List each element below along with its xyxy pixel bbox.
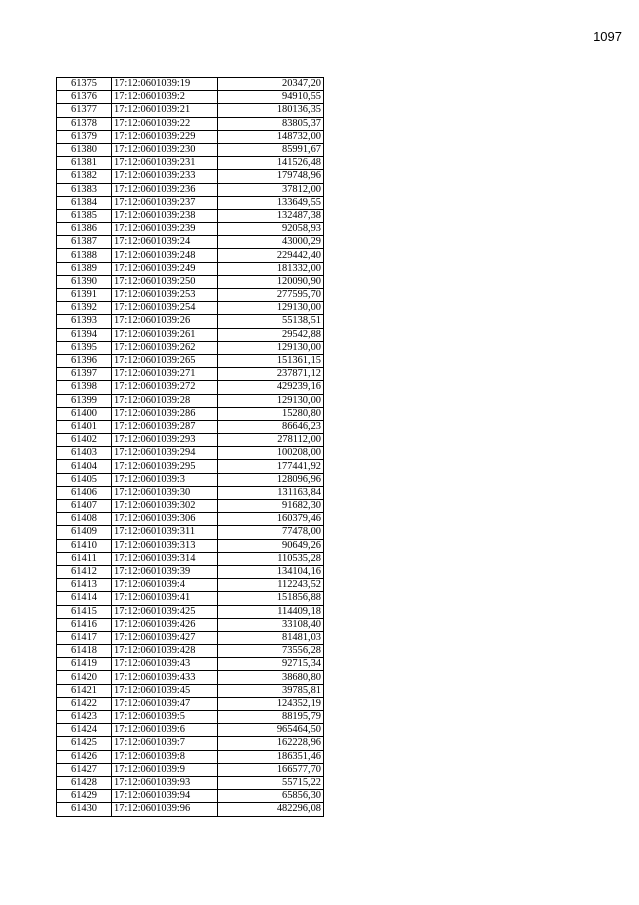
value-cell: 229442,40: [218, 249, 324, 262]
table-row: [57, 143, 324, 156]
cadastral-number-cell: 17:12:0601039:239: [112, 223, 218, 236]
row-number-cell: 61422: [57, 697, 112, 710]
value-cell: 151856,88: [218, 592, 324, 605]
value-cell: 166577,70: [218, 763, 324, 776]
table-row: [57, 407, 324, 420]
cadastral-number-cell: 17:12:0601039:41: [112, 592, 218, 605]
table-row: [57, 196, 324, 209]
value-cell: 148732,00: [218, 130, 324, 143]
table-row: [57, 711, 324, 724]
value-cell: 15280,80: [218, 407, 324, 420]
table-row: [57, 368, 324, 381]
row-number-cell: 61403: [57, 447, 112, 460]
row-number-cell: 61427: [57, 763, 112, 776]
cadastral-number-cell: 17:12:0601039:21: [112, 104, 218, 117]
cadastral-number-cell: 17:12:0601039:254: [112, 302, 218, 315]
cadastral-number-cell: 17:12:0601039:4: [112, 579, 218, 592]
row-number-cell: 61406: [57, 486, 112, 499]
row-number-cell: 61385: [57, 209, 112, 222]
table-row: [57, 513, 324, 526]
value-cell: 124352,19: [218, 697, 324, 710]
value-cell: 100208,00: [218, 447, 324, 460]
row-number-cell: 61376: [57, 91, 112, 104]
table-row: [57, 671, 324, 684]
row-number-cell: 61408: [57, 513, 112, 526]
row-number-cell: 61387: [57, 236, 112, 249]
registry-table: [56, 77, 324, 817]
table-row: [57, 579, 324, 592]
cadastral-number-cell: 17:12:0601039:311: [112, 526, 218, 539]
value-cell: 86646,23: [218, 420, 324, 433]
cadastral-number-cell: 17:12:0601039:426: [112, 618, 218, 631]
page-number: 1097: [593, 29, 622, 44]
value-cell: 20347,20: [218, 78, 324, 91]
table-row: [57, 434, 324, 447]
value-cell: 37812,00: [218, 183, 324, 196]
cadastral-number-cell: 17:12:0601039:47: [112, 697, 218, 710]
row-number-cell: 61415: [57, 605, 112, 618]
row-number-cell: 61417: [57, 631, 112, 644]
cadastral-number-cell: 17:12:0601039:229: [112, 130, 218, 143]
row-number-cell: 61426: [57, 750, 112, 763]
row-number-cell: 61411: [57, 552, 112, 565]
table-row: [57, 776, 324, 789]
cadastral-number-cell: 17:12:0601039:265: [112, 354, 218, 367]
table-row: [57, 645, 324, 658]
value-cell: 94910,55: [218, 91, 324, 104]
value-cell: 129130,00: [218, 341, 324, 354]
cadastral-number-cell: 17:12:0601039:427: [112, 631, 218, 644]
row-number-cell: 61384: [57, 196, 112, 209]
row-number-cell: 61377: [57, 104, 112, 117]
cadastral-number-cell: 17:12:0601039:8: [112, 750, 218, 763]
value-cell: 186351,46: [218, 750, 324, 763]
cadastral-number-cell: 17:12:0601039:96: [112, 803, 218, 816]
cadastral-number-cell: 17:12:0601039:428: [112, 645, 218, 658]
row-number-cell: 61383: [57, 183, 112, 196]
table-row: [57, 631, 324, 644]
table-row: [57, 170, 324, 183]
value-cell: 38680,80: [218, 671, 324, 684]
cadastral-number-cell: 17:12:0601039:236: [112, 183, 218, 196]
cadastral-number-cell: 17:12:0601039:271: [112, 368, 218, 381]
table-row: [57, 790, 324, 803]
row-number-cell: 61404: [57, 460, 112, 473]
value-cell: 141526,48: [218, 157, 324, 170]
value-cell: 429239,16: [218, 381, 324, 394]
table-row: [57, 157, 324, 170]
row-number-cell: 61378: [57, 117, 112, 130]
cadastral-number-cell: 17:12:0601039:30: [112, 486, 218, 499]
registry-table-body: [57, 78, 324, 817]
cadastral-number-cell: 17:12:0601039:249: [112, 262, 218, 275]
row-number-cell: 61421: [57, 684, 112, 697]
table-row: [57, 117, 324, 130]
value-cell: 179748,96: [218, 170, 324, 183]
table-row: [57, 763, 324, 776]
row-number-cell: 61414: [57, 592, 112, 605]
value-cell: 482296,08: [218, 803, 324, 816]
cadastral-number-cell: 17:12:0601039:425: [112, 605, 218, 618]
cadastral-number-cell: 17:12:0601039:3: [112, 473, 218, 486]
cadastral-number-cell: 17:12:0601039:272: [112, 381, 218, 394]
table-row: [57, 565, 324, 578]
table-row: [57, 750, 324, 763]
value-cell: 91682,30: [218, 500, 324, 513]
table-row: [57, 486, 324, 499]
value-cell: 73556,28: [218, 645, 324, 658]
row-number-cell: 61397: [57, 368, 112, 381]
value-cell: 129130,00: [218, 394, 324, 407]
table-row: [57, 526, 324, 539]
row-number-cell: 61393: [57, 315, 112, 328]
row-number-cell: 61390: [57, 275, 112, 288]
table-row: [57, 315, 324, 328]
value-cell: 133649,55: [218, 196, 324, 209]
row-number-cell: 61405: [57, 473, 112, 486]
row-number-cell: 61389: [57, 262, 112, 275]
value-cell: 129130,00: [218, 302, 324, 315]
table-row: [57, 249, 324, 262]
cadastral-number-cell: 17:12:0601039:433: [112, 671, 218, 684]
cadastral-number-cell: 17:12:0601039:230: [112, 143, 218, 156]
table-row: [57, 183, 324, 196]
value-cell: 180136,35: [218, 104, 324, 117]
cadastral-number-cell: 17:12:0601039:295: [112, 460, 218, 473]
value-cell: 278112,00: [218, 434, 324, 447]
cadastral-number-cell: 17:12:0601039:9: [112, 763, 218, 776]
value-cell: 55715,22: [218, 776, 324, 789]
row-number-cell: 61407: [57, 500, 112, 513]
cadastral-number-cell: 17:12:0601039:314: [112, 552, 218, 565]
cadastral-number-cell: 17:12:0601039:238: [112, 209, 218, 222]
value-cell: 92058,93: [218, 223, 324, 236]
cadastral-number-cell: 17:12:0601039:22: [112, 117, 218, 130]
row-number-cell: 61412: [57, 565, 112, 578]
cadastral-number-cell: 17:12:0601039:45: [112, 684, 218, 697]
cadastral-number-cell: 17:12:0601039:231: [112, 157, 218, 170]
value-cell: 92715,34: [218, 658, 324, 671]
value-cell: 181332,00: [218, 262, 324, 275]
value-cell: 65856,30: [218, 790, 324, 803]
row-number-cell: 61392: [57, 302, 112, 315]
table-row: [57, 289, 324, 302]
row-number-cell: 61419: [57, 658, 112, 671]
value-cell: 85991,67: [218, 143, 324, 156]
table-row: [57, 104, 324, 117]
row-number-cell: 61391: [57, 289, 112, 302]
row-number-cell: 61424: [57, 724, 112, 737]
row-number-cell: 61429: [57, 790, 112, 803]
table-row: [57, 500, 324, 513]
cadastral-number-cell: 17:12:0601039:287: [112, 420, 218, 433]
cadastral-number-cell: 17:12:0601039:24: [112, 236, 218, 249]
value-cell: 112243,52: [218, 579, 324, 592]
table-row: [57, 91, 324, 104]
table-row: [57, 460, 324, 473]
table-row: [57, 684, 324, 697]
row-number-cell: 61401: [57, 420, 112, 433]
value-cell: 43000,29: [218, 236, 324, 249]
cadastral-number-cell: 17:12:0601039:6: [112, 724, 218, 737]
cadastral-number-cell: 17:12:0601039:2: [112, 91, 218, 104]
row-number-cell: 61400: [57, 407, 112, 420]
value-cell: 162228,96: [218, 737, 324, 750]
row-number-cell: 61402: [57, 434, 112, 447]
cadastral-number-cell: 17:12:0601039:26: [112, 315, 218, 328]
row-number-cell: 61380: [57, 143, 112, 156]
value-cell: 237871,12: [218, 368, 324, 381]
table-row: [57, 605, 324, 618]
row-number-cell: 61410: [57, 539, 112, 552]
cadastral-number-cell: 17:12:0601039:7: [112, 737, 218, 750]
cadastral-number-cell: 17:12:0601039:233: [112, 170, 218, 183]
table-row: [57, 262, 324, 275]
cadastral-number-cell: 17:12:0601039:294: [112, 447, 218, 460]
table-row: [57, 381, 324, 394]
value-cell: 120090,90: [218, 275, 324, 288]
value-cell: 83805,37: [218, 117, 324, 130]
value-cell: 81481,03: [218, 631, 324, 644]
value-cell: 77478,00: [218, 526, 324, 539]
value-cell: 177441,92: [218, 460, 324, 473]
row-number-cell: 61420: [57, 671, 112, 684]
cadastral-number-cell: 17:12:0601039:43: [112, 658, 218, 671]
cadastral-number-cell: 17:12:0601039:293: [112, 434, 218, 447]
cadastral-number-cell: 17:12:0601039:313: [112, 539, 218, 552]
row-number-cell: 61399: [57, 394, 112, 407]
row-number-cell: 61430: [57, 803, 112, 816]
table-row: [57, 236, 324, 249]
value-cell: 29542,88: [218, 328, 324, 341]
row-number-cell: 61413: [57, 579, 112, 592]
cadastral-number-cell: 17:12:0601039:28: [112, 394, 218, 407]
value-cell: 114409,18: [218, 605, 324, 618]
row-number-cell: 61382: [57, 170, 112, 183]
table-row: [57, 803, 324, 816]
table-row: [57, 592, 324, 605]
cadastral-number-cell: 17:12:0601039:94: [112, 790, 218, 803]
value-cell: 151361,15: [218, 354, 324, 367]
table-row: [57, 130, 324, 143]
row-number-cell: 61398: [57, 381, 112, 394]
cadastral-number-cell: 17:12:0601039:5: [112, 711, 218, 724]
table-row: [57, 302, 324, 315]
table-row: [57, 539, 324, 552]
table-row: [57, 737, 324, 750]
cadastral-number-cell: 17:12:0601039:261: [112, 328, 218, 341]
cadastral-number-cell: 17:12:0601039:306: [112, 513, 218, 526]
cadastral-number-cell: 17:12:0601039:250: [112, 275, 218, 288]
table-row: [57, 328, 324, 341]
value-cell: 131163,84: [218, 486, 324, 499]
table-row: [57, 420, 324, 433]
table-row: [57, 78, 324, 91]
value-cell: 128096,96: [218, 473, 324, 486]
cadastral-number-cell: 17:12:0601039:286: [112, 407, 218, 420]
cadastral-number-cell: 17:12:0601039:248: [112, 249, 218, 262]
cadastral-number-cell: 17:12:0601039:93: [112, 776, 218, 789]
row-number-cell: 61388: [57, 249, 112, 262]
table-row: [57, 341, 324, 354]
value-cell: 55138,51: [218, 315, 324, 328]
value-cell: 33108,40: [218, 618, 324, 631]
value-cell: 88195,79: [218, 711, 324, 724]
row-number-cell: 61425: [57, 737, 112, 750]
table-row: [57, 724, 324, 737]
table-row: [57, 618, 324, 631]
row-number-cell: 61379: [57, 130, 112, 143]
value-cell: 90649,26: [218, 539, 324, 552]
cadastral-number-cell: 17:12:0601039:262: [112, 341, 218, 354]
value-cell: 160379,46: [218, 513, 324, 526]
value-cell: 134104,16: [218, 565, 324, 578]
row-number-cell: 61395: [57, 341, 112, 354]
table-row: [57, 275, 324, 288]
table-row: [57, 658, 324, 671]
row-number-cell: 61375: [57, 78, 112, 91]
cadastral-number-cell: 17:12:0601039:253: [112, 289, 218, 302]
cadastral-number-cell: 17:12:0601039:237: [112, 196, 218, 209]
table-row: [57, 209, 324, 222]
row-number-cell: 61409: [57, 526, 112, 539]
row-number-cell: 61418: [57, 645, 112, 658]
table-row: [57, 552, 324, 565]
value-cell: 965464,50: [218, 724, 324, 737]
table-row: [57, 447, 324, 460]
row-number-cell: 61396: [57, 354, 112, 367]
cadastral-number-cell: 17:12:0601039:302: [112, 500, 218, 513]
cadastral-number-cell: 17:12:0601039:19: [112, 78, 218, 91]
row-number-cell: 61416: [57, 618, 112, 631]
row-number-cell: 61394: [57, 328, 112, 341]
value-cell: 277595,70: [218, 289, 324, 302]
table-row: [57, 697, 324, 710]
value-cell: 110535,28: [218, 552, 324, 565]
value-cell: 39785,81: [218, 684, 324, 697]
row-number-cell: 61423: [57, 711, 112, 724]
table-row: [57, 473, 324, 486]
table-row: [57, 394, 324, 407]
table-row: [57, 354, 324, 367]
row-number-cell: 61381: [57, 157, 112, 170]
value-cell: 132487,38: [218, 209, 324, 222]
cadastral-number-cell: 17:12:0601039:39: [112, 565, 218, 578]
row-number-cell: 61386: [57, 223, 112, 236]
table-row: [57, 223, 324, 236]
row-number-cell: 61428: [57, 776, 112, 789]
